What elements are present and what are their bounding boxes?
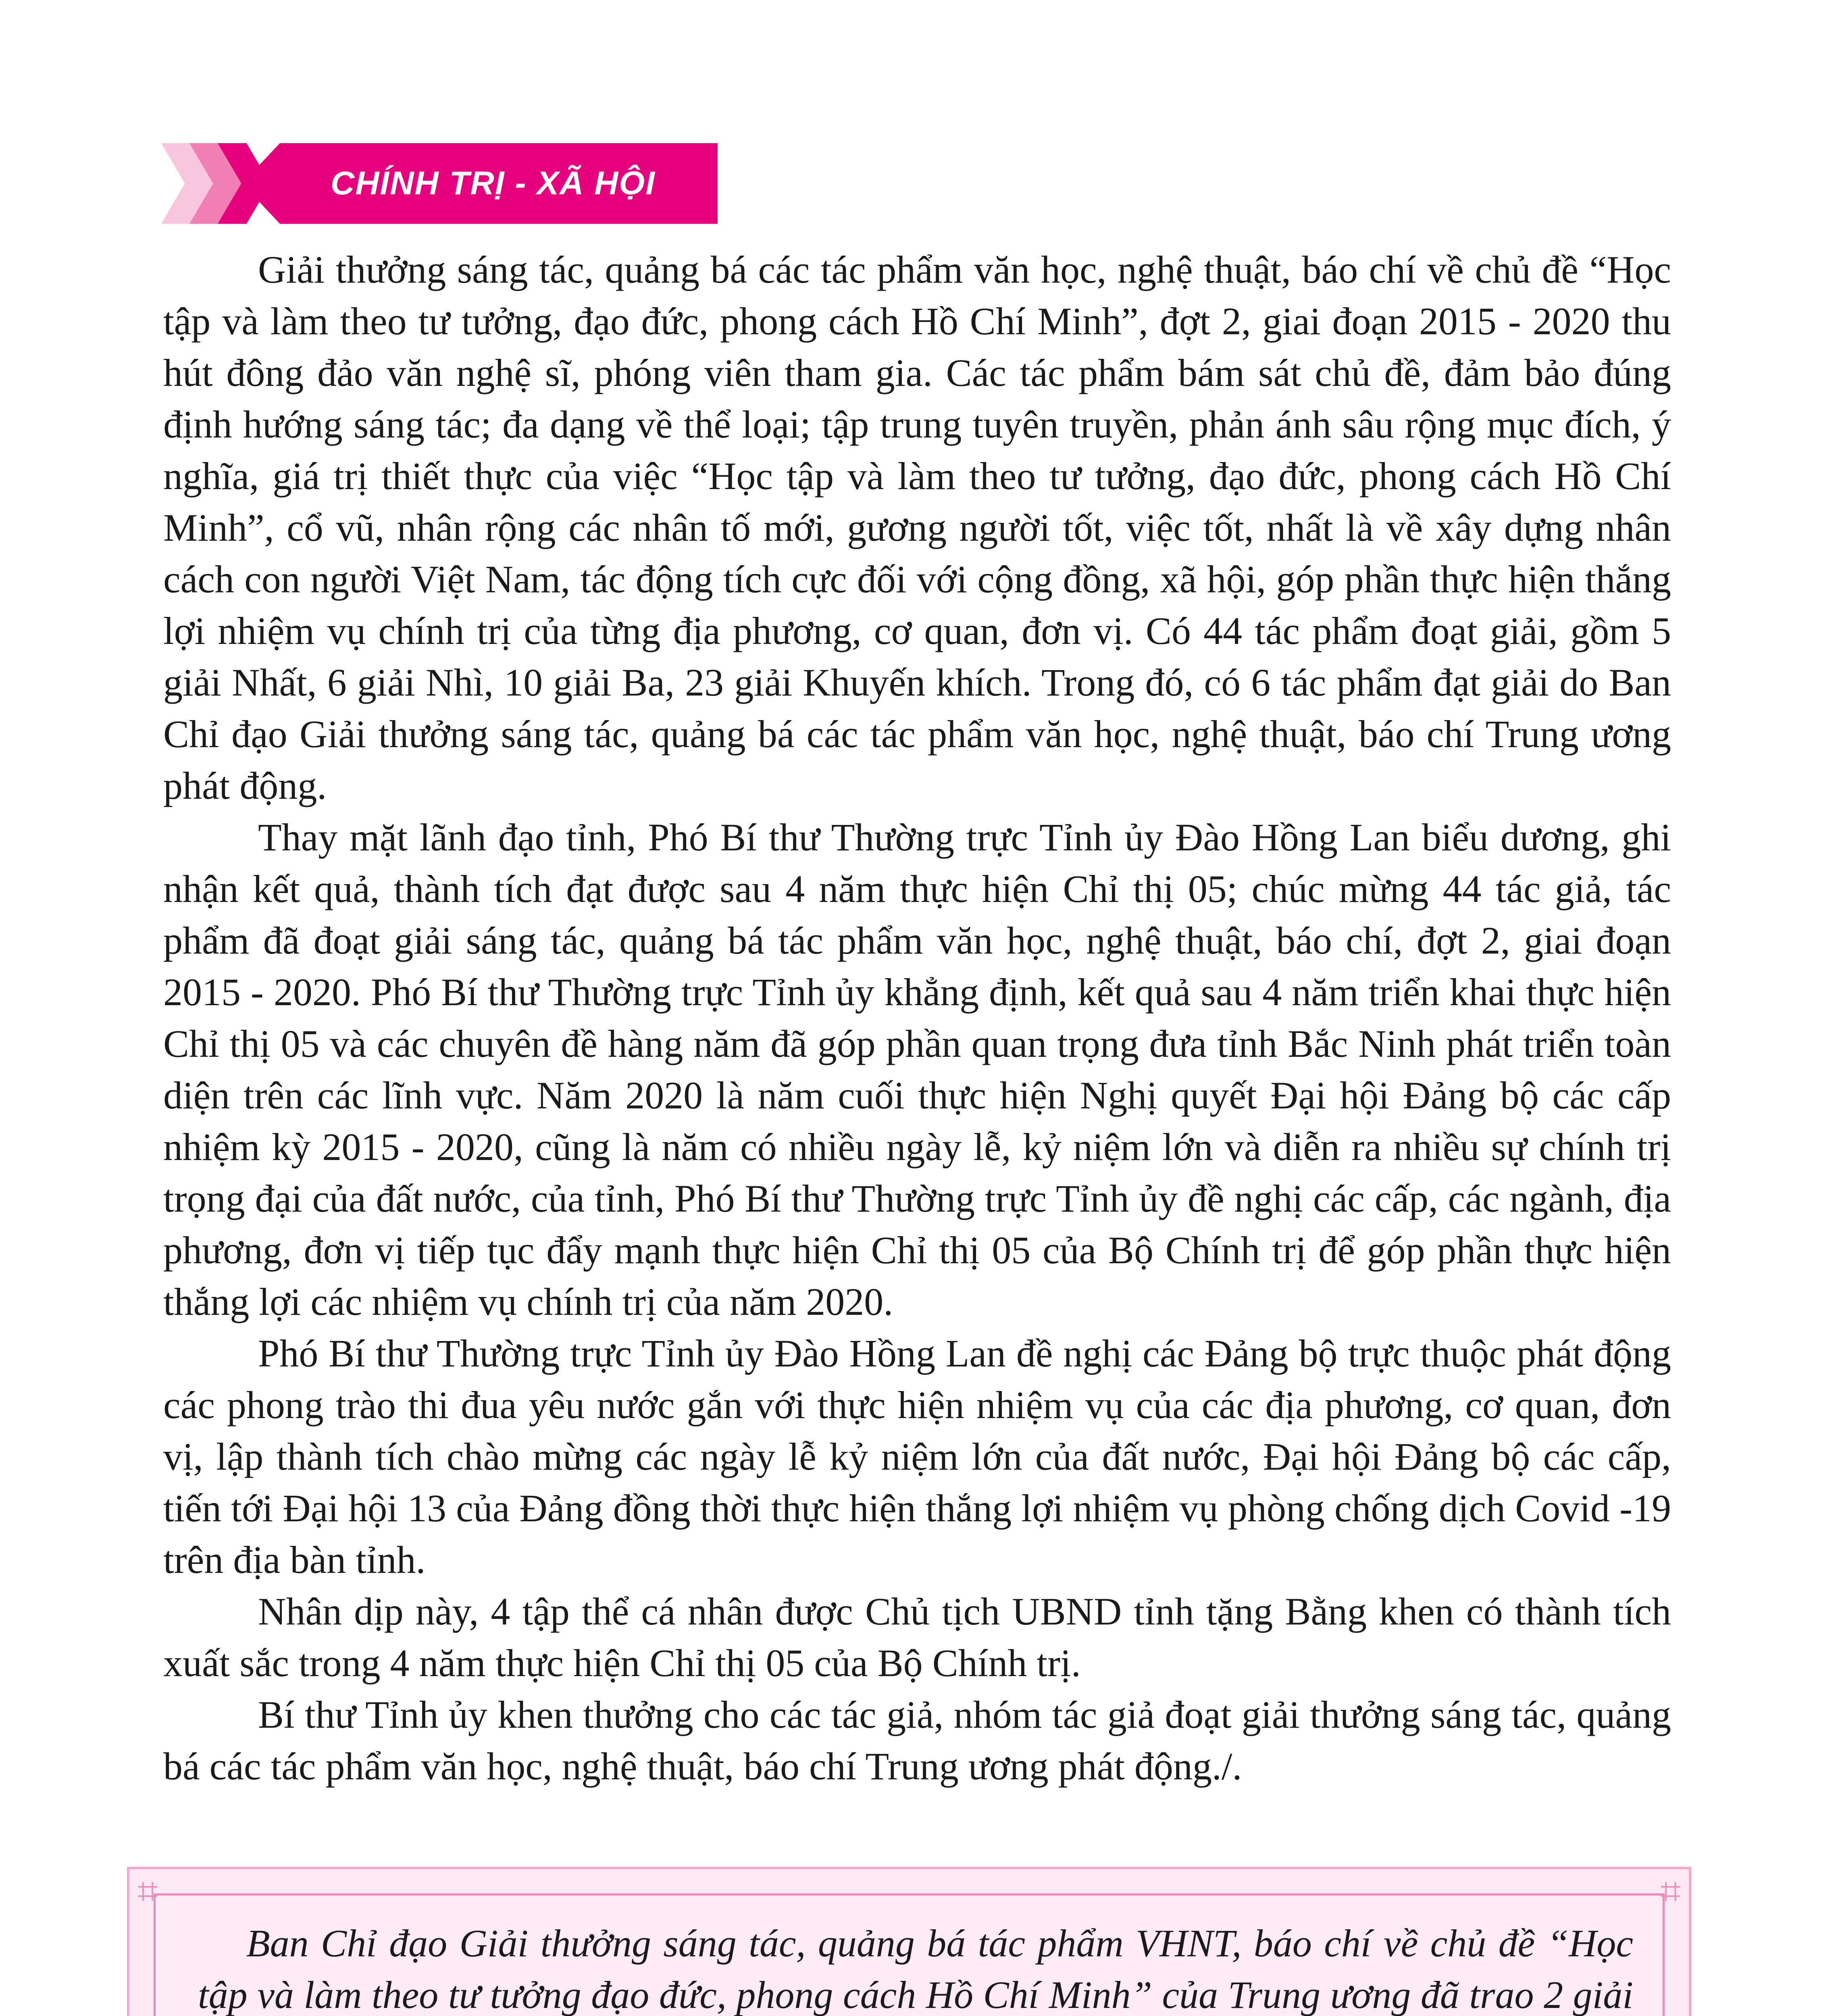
paragraph: Nhân dịp này, 4 tập thể cá nhân được Chủ tịch UBND tỉnh tặng Bằng khen có thành tích xuất sắc trong 4 năm thực hiện Chỉ thị 05 của Bộ Chính trị. [163, 1590, 1671, 1685]
paragraph: Bí thư Tỉnh ủy khen thưởng cho các tác giả, nhóm tác giả đoạt giải thưởng sáng tác, quảng bá các tác phẩm văn học, nghệ thuật, báo chí Trung ương phát động./. [163, 1693, 1671, 1788]
paragraph: Phó Bí thư Thường trực Tỉnh ủy Đào Hồng Lan đề nghị các Đảng bộ trực thuộc phát động các phong trào thi đua yêu nước gắn với thực hiện nhiệm vụ của các địa phương, cơ quan, đơn vị, lập thành tích chào mừng các ngày lễ kỷ niệm lớn của đất nước, Đại hội Đảng bộ các cấp, tiến tới Đại hội 13 của Đảng đồng thời thực hiện thắng lợi nhiệm vụ phòng chống dịch Covid -19 trên địa bàn tỉnh. [163, 1332, 1671, 1581]
section-title: CHÍNH TRỊ - XÃ HỘI [331, 165, 656, 202]
article-body [163, 244, 1671, 1792]
section-header [161, 143, 718, 224]
corner-ornament-icon: ⌗ [1660, 1870, 1681, 1912]
corner-ornament-icon: ⌗ [137, 1870, 158, 1912]
paragraph: Giải thưởng sáng tác, quảng bá các tác phẩm văn học, nghệ thuật, báo chí về chủ đề “Học tập và làm theo tư tưởng, đạo đức, phong cách Hồ Chí Minh”, đợt 2, giai đoạn 2015 - 2020 thu hút đông đảo văn nghệ sĩ, phóng viên tham gia. Các tác phẩm bám sát chủ đề, đảm bảo đúng định hướng sáng tác; đa dạng về thể loại; tập trung tuyên truyền, phản ánh sâu rộng mục đích, ý nghĩa, giá trị thiết thực của việc “Học tập và làm theo tư tưởng, đạo đức, phong cách Hồ Chí Minh”, cổ vũ, nhân rộng các nhân tố mới, gương người tốt, việc tốt, nhất là về xây dựng nhân cách con người Việt Nam, tác động tích cực đối với cộng đồng, xã hội, góp phần thực hiện thắng lợi nhiệm vụ chính trị của từng địa phương, cơ quan, đơn vị. Có 44 tác phẩm đoạt giải, gồm 5 giải Nhất, 6 giải Nhì, 10 giải Ba, 23 giải Khuyến khích. Trong đó, có 6 tác phẩm đạt giải do Ban Chỉ đạo Giải thưởng sáng tác, quảng bá các tác phẩm văn học, nghệ thuật, báo chí Trung ương phát động. [163, 248, 1671, 807]
callout-box [127, 1867, 1691, 2016]
callout-text-part: Ban Chỉ đạo Giải thưởng sáng tác, quảng bá tác phẩm VHNT, báo chí về chủ đề “Học tập và làm theo tư tưởng đạo đức, phong cách Hồ Chí Minh” của Trung ương đã trao 2 giải [198, 1922, 1633, 2016]
paragraph: Thay mặt lãnh đạo tỉnh, Phó Bí thư Thường trực Tỉnh ủy Đào Hồng Lan biểu dương, ghi nhận kết quả, thành tích đạt được sau 4 năm thực hiện Chỉ thị 05; chúc mừng 44 tác giả, tác phẩm đã đoạt giải sáng tác, quảng bá tác phẩm văn học, nghệ thuật, báo chí, đợt 2, giai đoạn 2015 - 2020. Phó Bí thư Thường trực Tỉnh ủy khẳng định, kết quả sau 4 năm triển khai thực hiện Chỉ thị 05 và các chuyên đề hàng năm đã góp phần quan trọng đưa tỉnh Bắc Ninh phát triển toàn diện trên các lĩnh vực. Năm 2020 là năm cuối thực hiện Nghị quyết Đại hội Đảng bộ các cấp nhiệm kỳ 2015 - 2020, cũng là năm có nhiều ngày lễ, kỷ niệm lớn và diễn ra nhiều sự chính trị trọng đại của đất nước, của tỉnh, Phó Bí thư Thường trực Tỉnh ủy đề nghị các cấp, các ngành, địa phương, đơn vị tiếp tục đẩy mạnh thực hiện Chỉ thị 05 của Bộ Chính trị để góp phần thực hiện thắng lợi các nhiệm vụ chính trị của năm 2020. [163, 816, 1671, 1323]
callout-text [198, 1918, 1633, 2016]
